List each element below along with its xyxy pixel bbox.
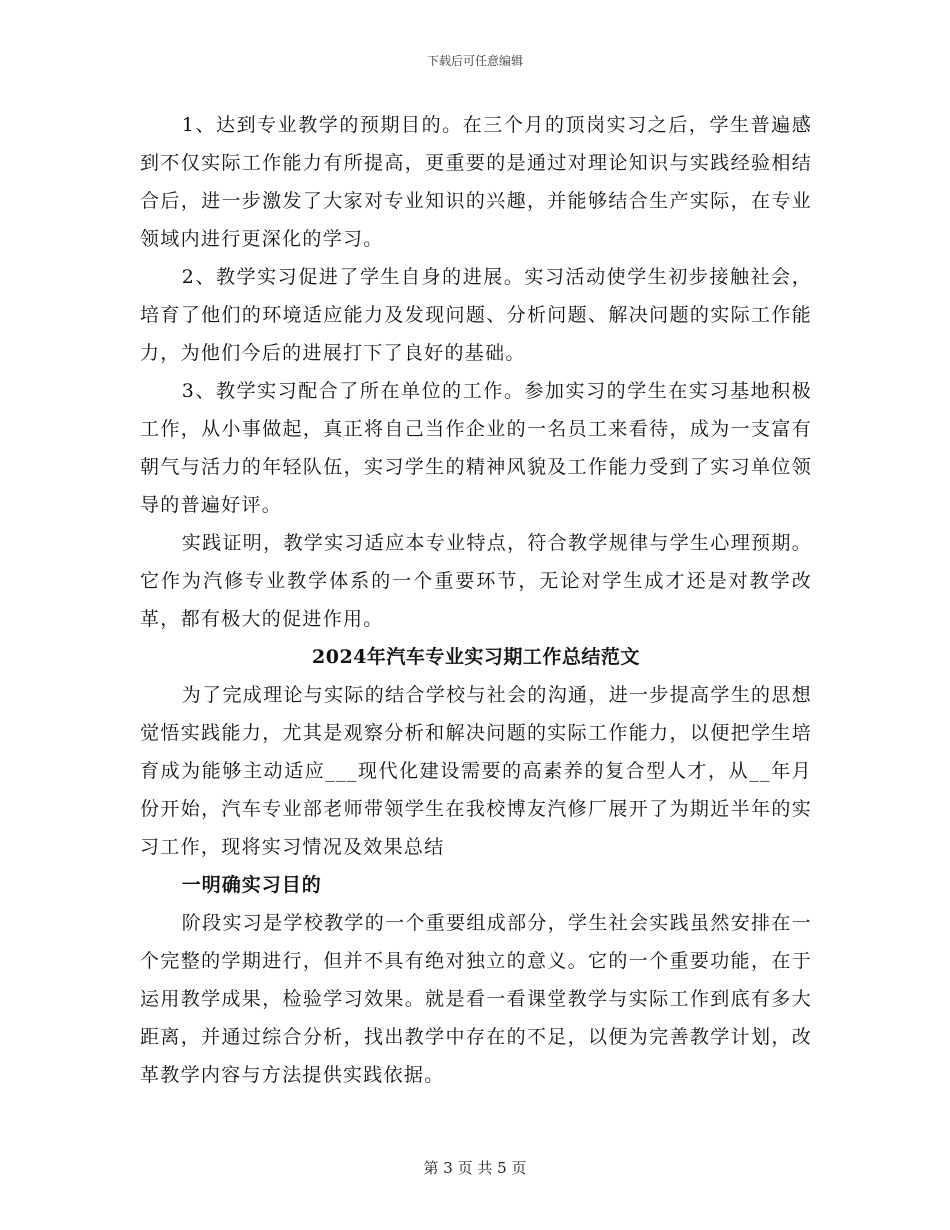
page-number: 第 3 页 共 5 页 <box>423 1159 527 1177</box>
section-heading: 一明确实习目的 <box>181 874 322 896</box>
document-title: 2024年汽车专业实习期工作总结范文 <box>312 646 640 668</box>
page-header: 下载后可任意编辑 <box>426 54 523 68</box>
paragraph-goal-achieved: 1、达到专业教学的预期目的。在三个月的顶岗实习之后，学生普遍感到不仅实际工作能力有所提高，更重要的是通过对理论知识与实践经验相结合后，进一步激发了大家对专业知识的兴趣，并能够结合生产实际，在专业领域内进行更深化的学习。 <box>140 114 812 250</box>
paragraph-introduction: 为了完成理论与实际的结合学校与社会的沟通，进一步提高学生的思想觉悟实践能力，尤其是观察分析和解决问题的实际工作能力，以便把学生培育成为能够主动适应___现代化建设需要的高素养的复合型人才，从__年月份开始，汽车专业部老师带领学生在我校博友汽修厂展开了为期近半年的实习工作，现将实习情况及效果总结 <box>140 684 812 858</box>
document-body <box>140 106 812 1094</box>
paragraph-student-growth: 2、教学实习促进了学生自身的进展。实习活动使学生初步接触社会，培育了他们的环境适应能力及发现问题、分析问题、解决问题的实际工作能力，为他们今后的进展打下了良好的基础。 <box>140 266 812 364</box>
paragraph-unit-cooperation: 3、教学实习配合了所在单位的工作。参加实习的学生在实习基地积极工作，从小事做起，真正将自己当作企业的一名员工来看待，成为一支富有朝气与活力的年轻队伍，实习学生的精神风貌及工作能力受到了实习单位领导的普遍好评。 <box>140 380 812 516</box>
paragraph-practice-proves: 实践证明，教学实习适应本专业特点，符合教学规律与学生心理预期。它作为汽修专业教学体系的一个重要环节，无论对学生成才还是对教学改革，都有极大的促进作用。 <box>140 532 812 630</box>
paragraph-stage-internship: 阶段实习是学校教学的一个重要组成部分，学生社会实践虽然安排在一个完整的学期进行，但并不具有绝对独立的意义。它的一个重要功能，在于运用教学成果，检验学习效果。就是看一看课堂教学与实际工作到底有多大距离，并通过综合分析，找出教学中存在的不足，以便为完善教学计划，改革教学内容与方法提供实践依据。 <box>140 912 812 1086</box>
